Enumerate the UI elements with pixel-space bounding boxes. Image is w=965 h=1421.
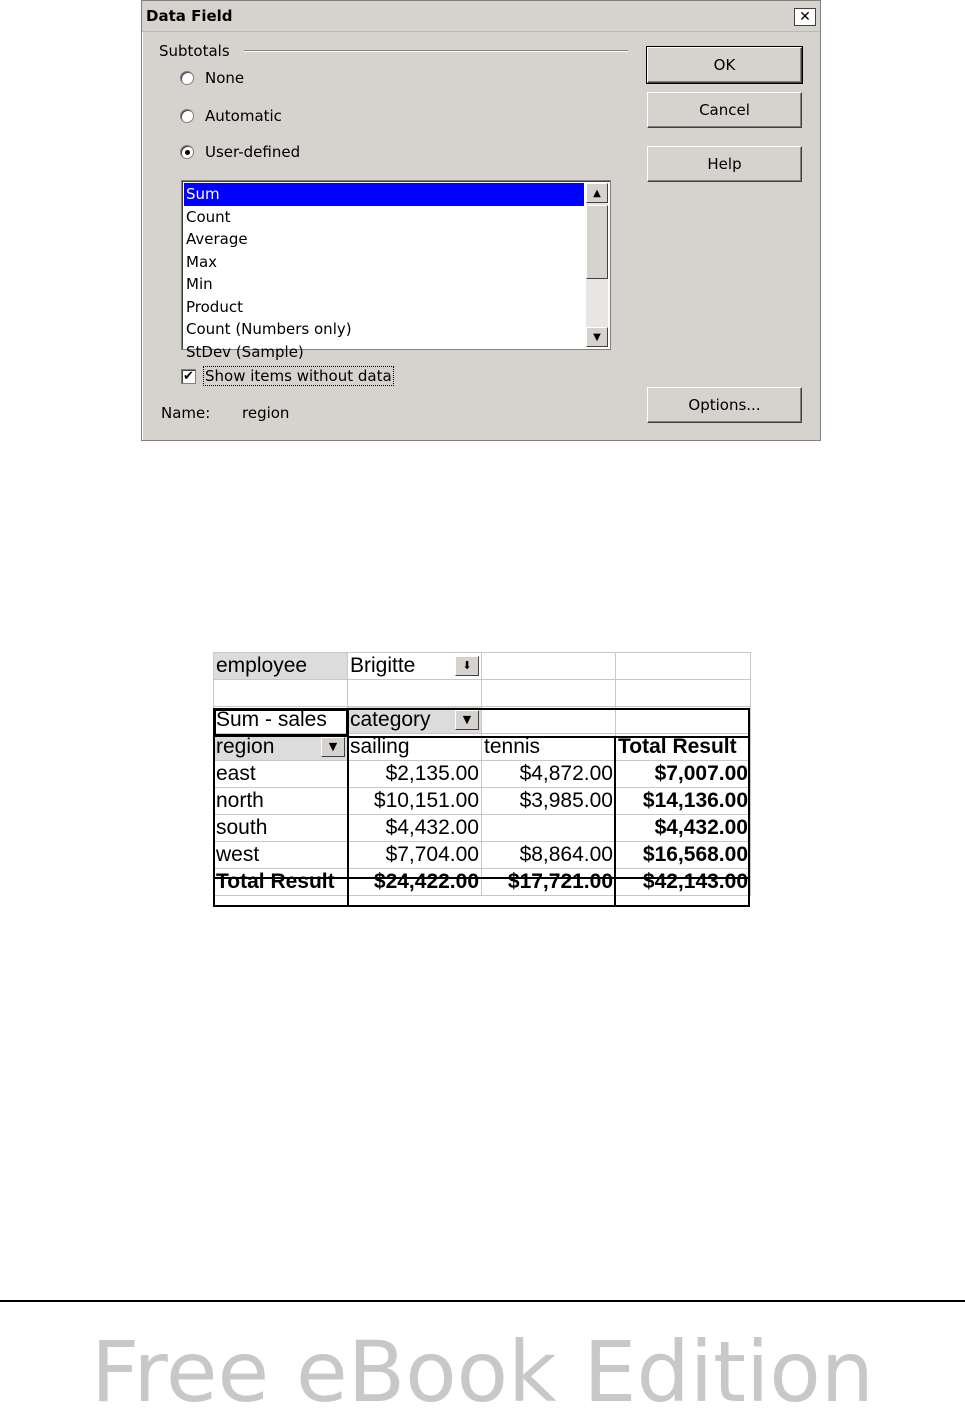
radio-automatic-label[interactable]: Automatic bbox=[205, 107, 282, 125]
table-row bbox=[214, 842, 751, 869]
list-item-max[interactable]: Max bbox=[186, 252, 218, 271]
empty-cell bbox=[482, 653, 616, 680]
row-label: east bbox=[214, 761, 348, 788]
column-header-total: Total Result bbox=[616, 734, 751, 761]
total-cell: $24,422.00 bbox=[348, 869, 482, 896]
list-item-product[interactable]: Product bbox=[186, 297, 243, 316]
row-total-cell: $7,007.00 bbox=[616, 761, 751, 788]
show-items-option[interactable] bbox=[181, 366, 394, 386]
subtotals-group-label: Subtotals bbox=[159, 42, 236, 60]
column-field-dropdown-icon[interactable]: ▼ bbox=[455, 710, 479, 730]
function-listbox[interactable] bbox=[181, 180, 611, 361]
show-items-label[interactable]: Show items without data bbox=[205, 367, 392, 385]
data-field-label[interactable]: Sum - sales bbox=[214, 707, 348, 734]
table-row bbox=[214, 815, 751, 842]
list-item-min[interactable]: Min bbox=[186, 275, 213, 293]
empty-cell bbox=[616, 707, 751, 734]
scroll-up-icon[interactable]: ▲ bbox=[586, 183, 608, 203]
table-cell bbox=[482, 815, 616, 842]
page-field-dropdown-icon[interactable]: ⬇ bbox=[455, 656, 479, 676]
empty-cell bbox=[616, 653, 751, 680]
radio-automatic[interactable] bbox=[180, 107, 282, 125]
grand-total-cell: $42,143.00 bbox=[616, 869, 751, 896]
cancel-button[interactable]: Cancel bbox=[647, 92, 802, 128]
list-item-sum[interactable]: Sum bbox=[184, 183, 584, 206]
radio-automatic-indicator[interactable] bbox=[180, 109, 194, 123]
footer-watermark: Free eBook Edition bbox=[90, 1323, 875, 1421]
pivot-table bbox=[213, 652, 751, 896]
help-button[interactable]: Help bbox=[647, 146, 802, 182]
row-label: west bbox=[214, 842, 348, 869]
list-item-average[interactable]: Average bbox=[186, 230, 248, 248]
table-row bbox=[214, 788, 751, 815]
table-cell: $7,704.00 bbox=[348, 842, 482, 869]
row-field-dropdown-icon[interactable]: ▼ bbox=[321, 737, 345, 757]
radio-none-indicator[interactable] bbox=[180, 71, 194, 85]
table-row bbox=[214, 680, 751, 707]
scroll-down-icon[interactable]: ▼ bbox=[586, 327, 608, 347]
empty-cell bbox=[482, 680, 616, 707]
radio-none-label[interactable]: None bbox=[205, 69, 245, 87]
table-row bbox=[214, 869, 751, 896]
name-value: region bbox=[242, 404, 290, 422]
list-item-stdev[interactable]: StDev (Sample) bbox=[186, 342, 304, 361]
radio-user-defined-label[interactable]: User-defined bbox=[205, 143, 301, 161]
name-label: Name: bbox=[161, 404, 211, 422]
radio-none[interactable] bbox=[180, 69, 244, 87]
dialog-title: Data Field bbox=[146, 7, 233, 25]
total-row-label: Total Result bbox=[214, 869, 348, 896]
empty-cell bbox=[482, 707, 616, 734]
row-field-label: region bbox=[216, 735, 275, 758]
table-cell: $4,872.00 bbox=[482, 761, 616, 788]
function-list bbox=[184, 183, 584, 363]
row-label: south bbox=[214, 815, 348, 842]
list-scrollbar[interactable] bbox=[586, 183, 608, 347]
table-cell: $2,135.00 bbox=[348, 761, 482, 788]
row-total-cell: $14,136.00 bbox=[616, 788, 751, 815]
ok-button[interactable]: OK bbox=[647, 47, 802, 83]
empty-cell bbox=[214, 680, 348, 707]
total-cell: $17,721.00 bbox=[482, 869, 616, 896]
dialog-titlebar bbox=[142, 1, 820, 32]
column-field-cell[interactable] bbox=[348, 707, 482, 734]
close-icon[interactable]: ✕ bbox=[794, 8, 816, 26]
page-field-value: Brigitte bbox=[350, 654, 416, 677]
table-cell: $4,432.00 bbox=[348, 815, 482, 842]
data-field-dialog bbox=[141, 0, 821, 441]
table-row bbox=[214, 761, 751, 788]
column-field-label: category bbox=[350, 708, 431, 731]
table-cell: $3,985.00 bbox=[482, 788, 616, 815]
options-button[interactable]: Options... bbox=[647, 387, 802, 423]
show-items-checkbox[interactable]: ✔ bbox=[181, 369, 196, 384]
scroll-thumb[interactable] bbox=[586, 205, 608, 279]
column-header: sailing bbox=[348, 734, 482, 761]
row-field-cell[interactable] bbox=[214, 734, 348, 761]
group-divider bbox=[244, 50, 628, 52]
radio-user-defined[interactable] bbox=[180, 143, 300, 161]
page-field-label: employee bbox=[214, 653, 348, 680]
table-row bbox=[214, 707, 751, 734]
list-item-count-numbers[interactable]: Count (Numbers only) bbox=[186, 320, 352, 338]
table-cell: $8,864.00 bbox=[482, 842, 616, 869]
table-row bbox=[214, 734, 751, 761]
table-cell: $10,151.00 bbox=[348, 788, 482, 815]
table-row bbox=[214, 653, 751, 680]
row-label: north bbox=[214, 788, 348, 815]
footer-divider bbox=[0, 1300, 965, 1302]
empty-cell bbox=[616, 680, 751, 707]
row-total-cell: $4,432.00 bbox=[616, 815, 751, 842]
row-total-cell: $16,568.00 bbox=[616, 842, 751, 869]
column-header: tennis bbox=[482, 734, 616, 761]
empty-cell bbox=[348, 680, 482, 707]
radio-user-defined-indicator[interactable] bbox=[180, 145, 194, 159]
list-item-count[interactable]: Count bbox=[186, 207, 231, 226]
page-field-cell[interactable] bbox=[348, 653, 482, 680]
